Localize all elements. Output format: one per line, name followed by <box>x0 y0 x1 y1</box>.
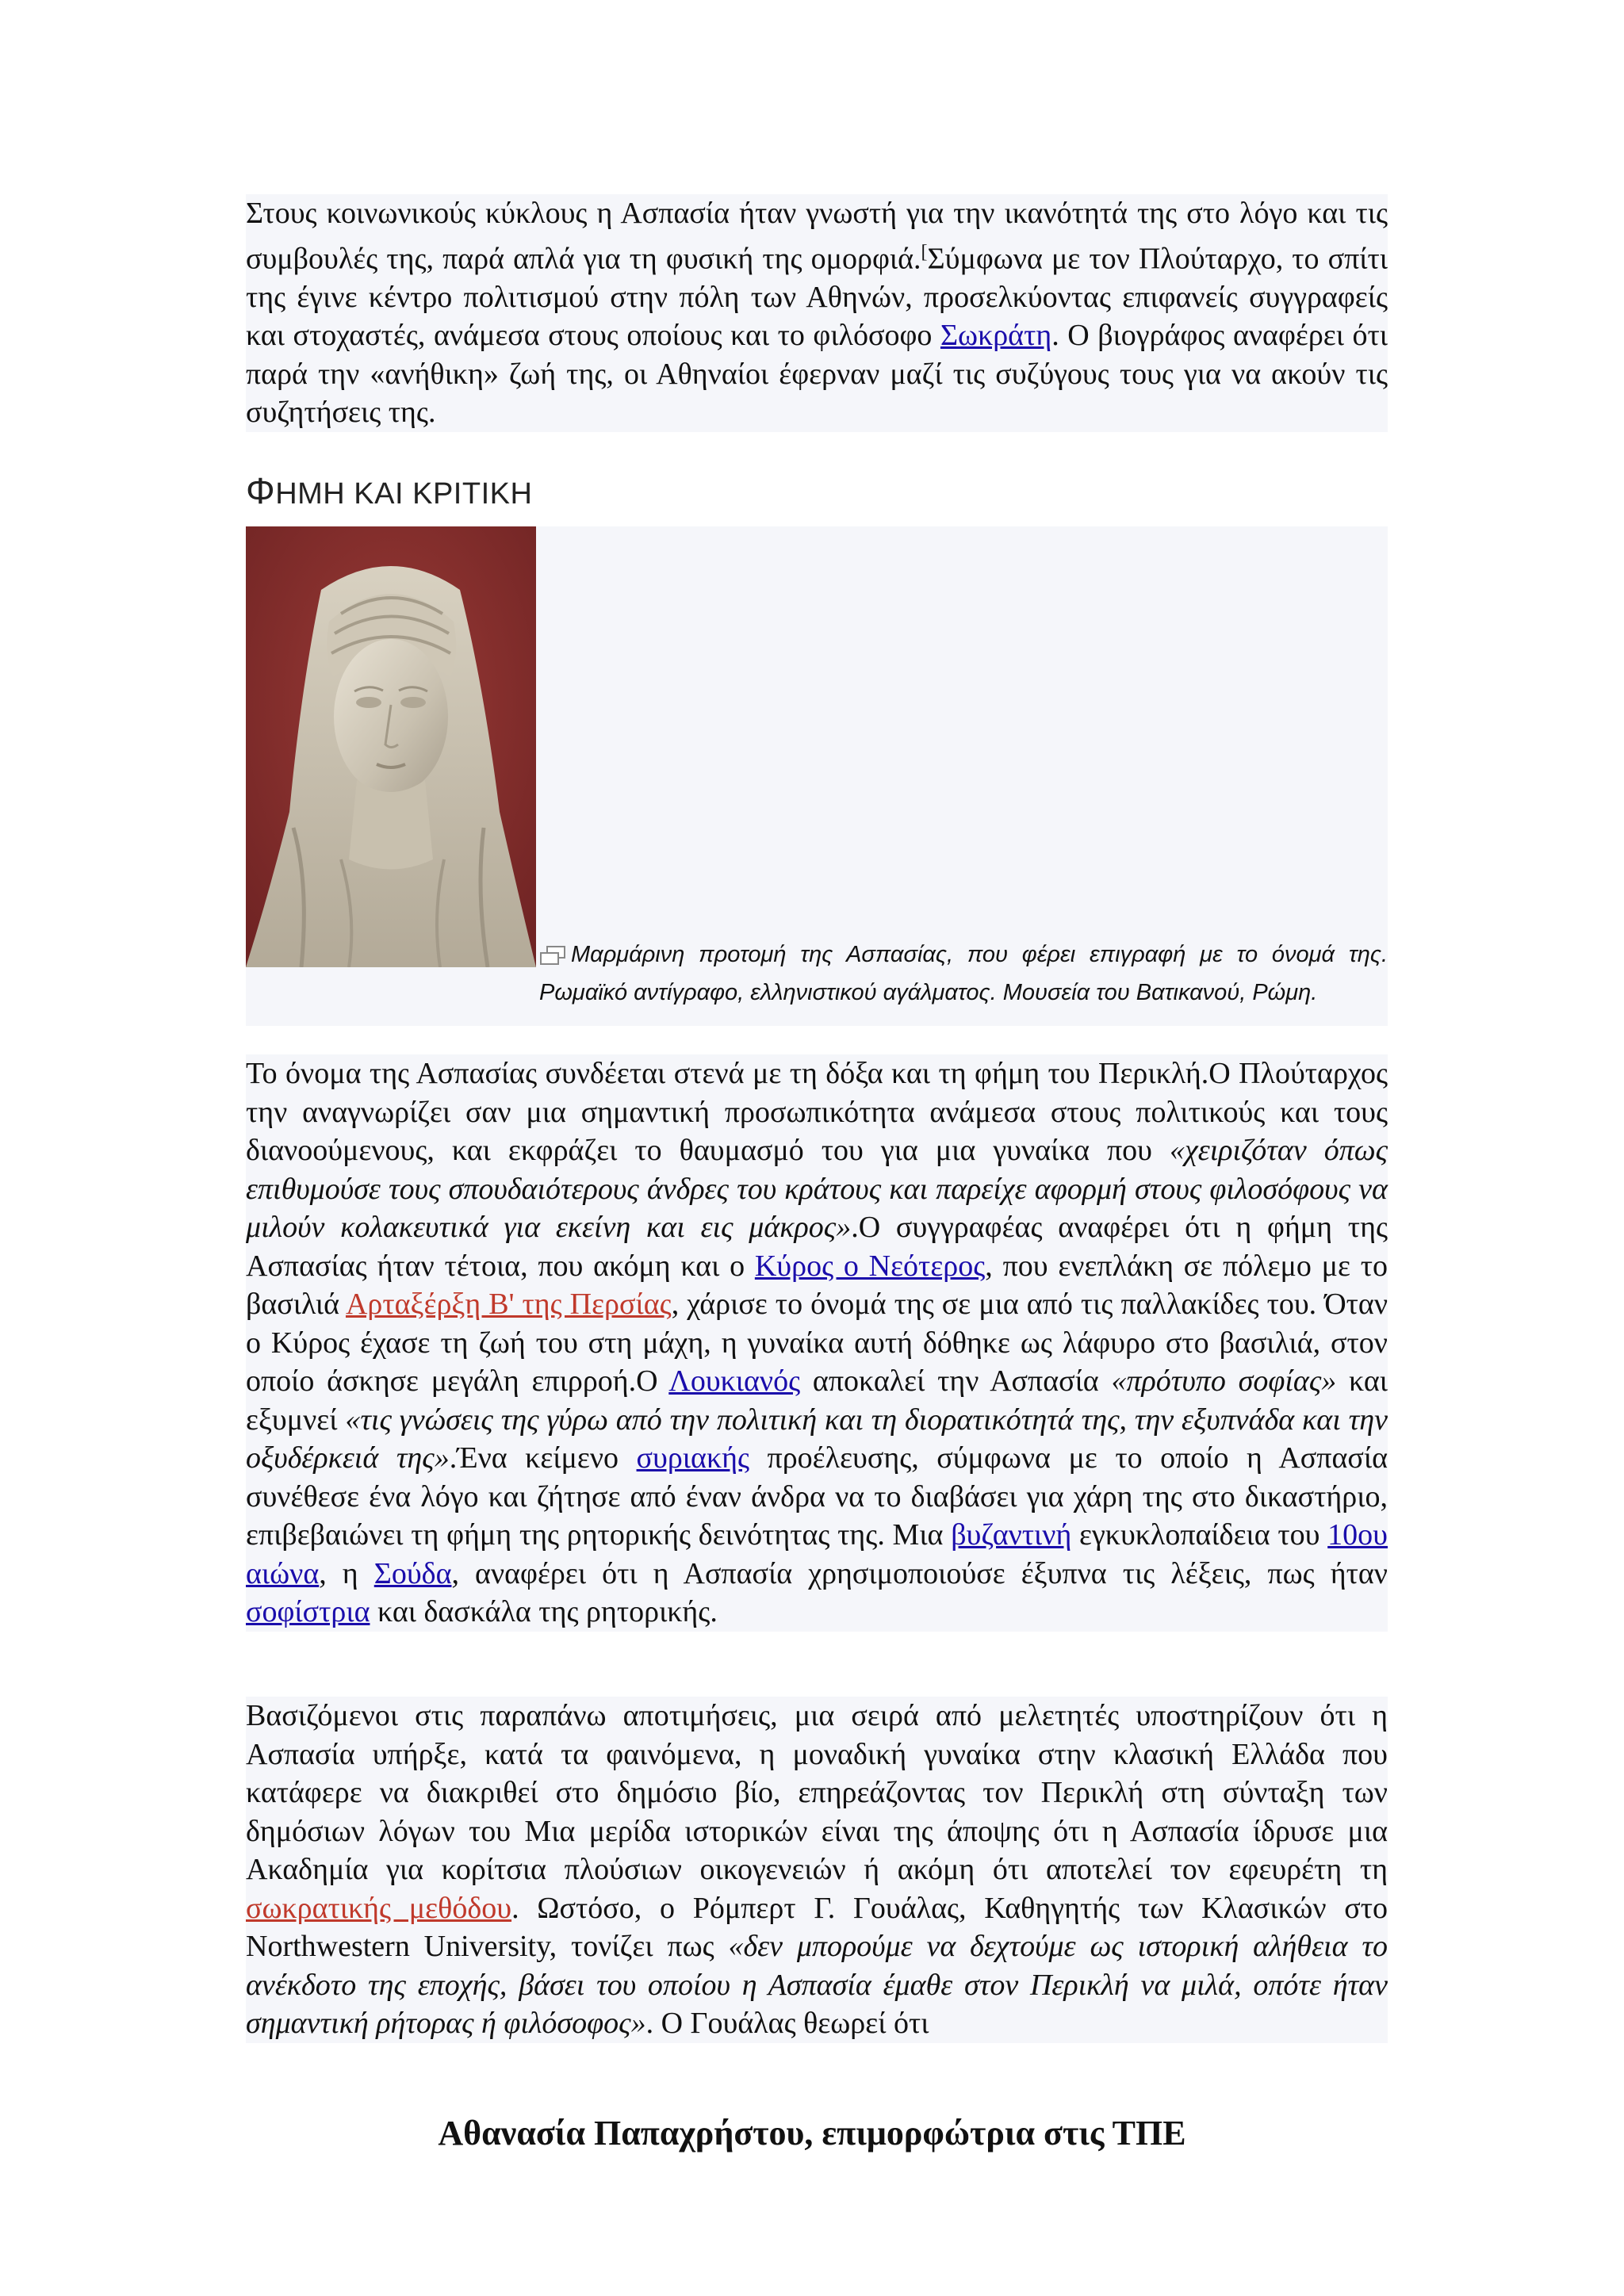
link-artaxerxes[interactable]: Αρταξέρξη Β' της Περσίας <box>345 1288 672 1321</box>
paragraph-1-text-b: Σύμφωνα με τον Πλούταρχο, το σπίτι της έγινε κέντρο πολιτισμού στην πόλη των Αθηνών, προσελκύοντας επιφανείς συγγραφείς και στοχαστές, ανάμεσα στους οποίους και το φιλόσοφο <box>246 242 1388 353</box>
p2-text-11: , αναφέρει ότι η Ασπασία χρησιμοποιούσε έξυπνα τις λέξεις, πως ήταν <box>451 1556 1388 1590</box>
p3-quote-1: «δεν μπορούμε να δεχτούμε ως ιστορική αλήθεια το ανέκδοτο της εποχής, βάσει του οποίου η Ασπασία έμαθε στον Περικλή να μιλά, οπότε ήταν σημαντική ρήτορας ή φιλόσοφος» <box>246 1930 1388 2040</box>
link-socrates[interactable]: Σωκράτη <box>940 319 1052 353</box>
paragraph-2-block <box>246 1054 1388 1632</box>
p2-text-9: εγκυκλοπαίδεια του <box>1071 1518 1328 1552</box>
p2-quote-3: «τις γνώσεις της γύρω από την πολιτική και τη διορατικότητά της, την εξυπνάδα και την οξυδέρκειά της» <box>246 1402 1388 1475</box>
link-sophist[interactable]: σοφίστρια <box>246 1595 370 1628</box>
link-cyrus[interactable]: Κύρος ο Νεότερος <box>754 1249 986 1283</box>
link-socratic-method[interactable]: σωκρατικής μεθόδου <box>246 1891 512 1925</box>
p2-text-4: , χάρισε το όνομά της σε μια από τις παλλακίδες του. Όταν ο Κύρος έχασε τη ζωή του στη μάχη, η γυναίκα αυτή δόθηκε ως λάφυρο στο βασιλιά, στον οποίο άσκησε μεγάλη επιρροή.Ο <box>246 1288 1388 1398</box>
paragraph-2 <box>246 1054 1388 1632</box>
enlarge-icon[interactable] <box>539 945 568 966</box>
link-syriac[interactable]: συριακής <box>636 1441 750 1475</box>
paragraph-1-text-c: . Ο βιογράφος αναφέρει ότι παρά την «ανήθικη» ζωή της, οι Αθηναίοι έφερναν μαζί τις συζύγους τους για να ακούν τις συζητήσεις της. <box>246 319 1388 430</box>
p2-quote-1: «χειριζόταν όπως επιθυμούσε τους σπουδαιότερους άνδρες του κράτους και παρείχε αφορμή στους φιλοσόφους να μιλούν κολακευτικά για εκείνη και εις μάκρος» <box>246 1134 1388 1244</box>
section-heading-rest: ΗΜΗ ΚΑΙ ΚΡΙΤΙΚΗ <box>275 477 533 511</box>
p2-text-5: αποκαλεί την Ασπασία <box>800 1364 1112 1398</box>
p2-text-10: , η <box>319 1556 374 1590</box>
section-heading <box>246 469 1388 512</box>
p3-text-3: . Ο Γουάλας θεωρεί ότι <box>645 2007 929 2040</box>
figure-caption <box>246 936 1388 1012</box>
link-10th-century[interactable]: 10ου αιώνα <box>246 1518 1388 1590</box>
paragraph-1-block <box>246 194 1388 432</box>
link-suda[interactable]: Σούδα <box>373 1556 452 1590</box>
paragraph-3-block <box>246 1697 1388 2043</box>
link-lucian[interactable]: Λουκιανός <box>668 1364 801 1398</box>
citation-bracket: [ <box>921 241 928 262</box>
footer-author: Αθανασία Παπαχρήστου, επιμορφώτρια στις ΤΠΕ <box>438 2114 1186 2152</box>
paragraph-3 <box>246 1697 1388 2043</box>
section-heading-initial: Φ <box>246 470 276 511</box>
link-byzantine[interactable]: βυζαντινή <box>951 1518 1072 1552</box>
figure-caption-text: Μαρμάρινη προτομή της Ασπασίας, που φέρει επιγραφή με το όνομά της. Ρωμαϊκό αντίγραφο, ελληνιστικού αγάλματος. Μουσεία του Βατικανού, Ρώμη. <box>539 942 1388 1005</box>
paragraph-1-text-a: Στους κοινωνικούς κύκλους η Ασπασία ήταν γνωστή για την ικανότητά της στο λόγο και τις συμβουλές της, παρά απλά για τη φυσική της ομορφιά. <box>246 197 1388 276</box>
p2-quote-2: «πρότυπο σοφίας» <box>1111 1364 1337 1398</box>
p3-text-1: Βασιζόμενοι στις παραπάνω αποτιμήσεις, μια σειρά από μελετητές υποστηρίζουν ότι η Ασπασία υπήρξε, κατά τα φαινόμενα, η μοναδική γυναίκα στην κλασική Ελλάδα που κατάφερε να διακριθεί στο δημόσιο βίο, επηρεάζοντας τον Περικλή στη σύνταξη των δημόσιων λόγων του Μια μερίδα ιστορικών είναι της άποψης ότι η Ασπασία ίδρυσε μια Ακαδημία για κορίτσια πλούσιων οικογενειών ή ακόμη ότι αποτελεί τον εφευρέτη τη <box>246 1699 1388 1886</box>
p2-text-2: .Ο συγγραφέας αναφέρει ότι η φήμη της Ασπασίας ήταν τέτοια, που ακόμη και ο <box>246 1211 1388 1283</box>
p2-text-7: .Ένα κείμενο <box>449 1441 637 1475</box>
p2-text-12: και δασκάλα της ρητορικής. <box>370 1595 718 1628</box>
paragraph-1 <box>246 194 1388 432</box>
aspasia-bust-image[interactable] <box>246 526 536 967</box>
p3-text-2: . Ωστόσο, ο Ρόμπερτ Γ. Γουάλας, Καθηγητής των Κλασικών στο Northwestern University, τονίζει πως <box>246 1891 1388 1963</box>
p2-text-1: Το όνομα της Ασπασίας συνδέεται στενά με τη δόξα και τη φήμη του Περικλή.Ο Πλούταρχος την αναγνωρίζει σαν μια σημαντική προσωπικότητα ανάμεσα στους πολιτικούς και τους διανοούμενους, και εκφράζει το θαυμασμό του για μια γυναίκα που <box>246 1057 1388 1167</box>
p2-text-3: , που ενεπλάκη σε πόλεμο με το βασιλιά <box>246 1249 1388 1321</box>
p2-text-8: προέλευσης, σύμφωνα με το οποίο η Ασπασία συνέθεσε ένα λόγο και ζήτησε από έναν άνδρα να το διαβάσει για χάρη της στο δικαστήριο, επιβεβαιώνει τη φήμη της ρητορικής δεινότητας της. Μια <box>246 1441 1388 1552</box>
p2-text-6: και εξυμνεί <box>246 1364 1388 1437</box>
